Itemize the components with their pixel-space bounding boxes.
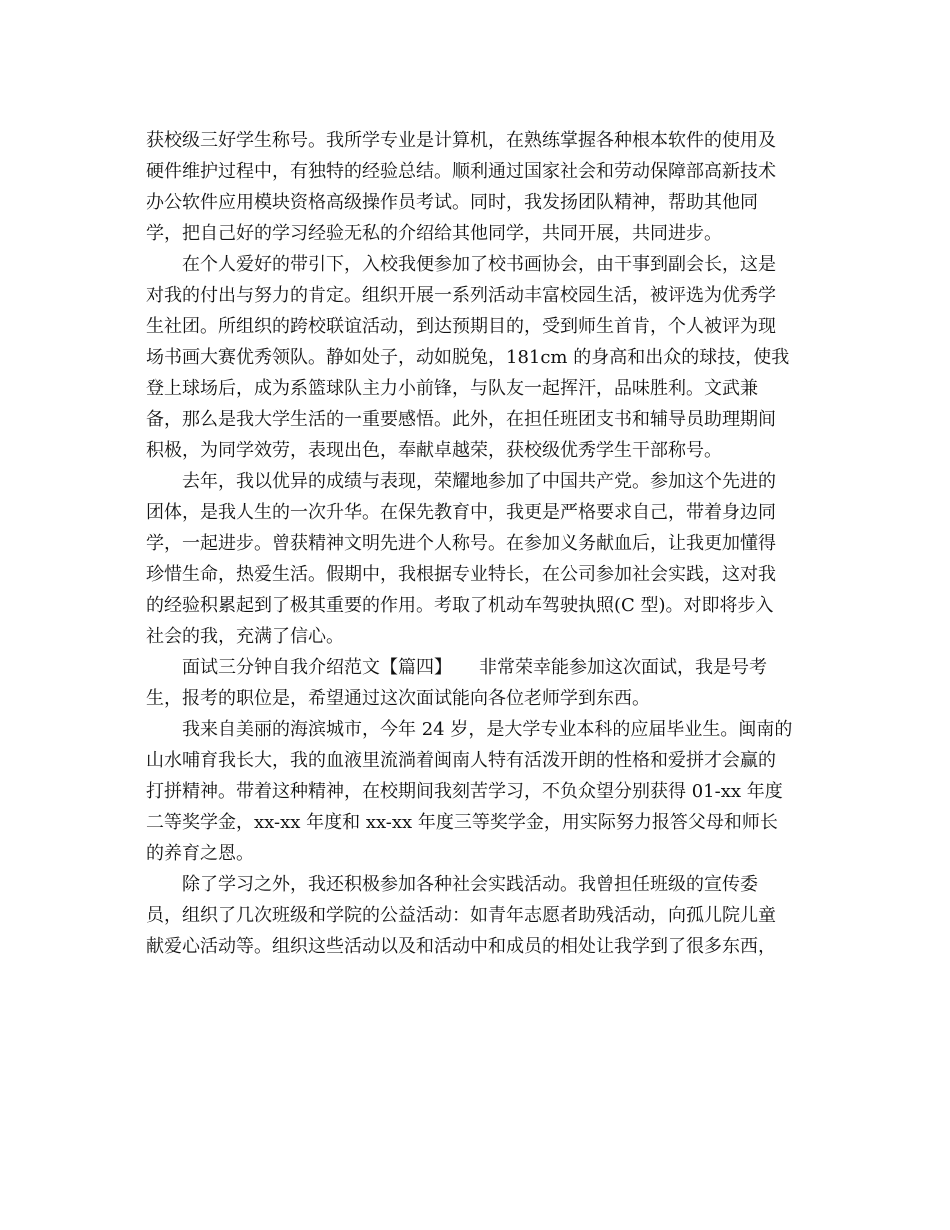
text-line: 办公软件应用模块资格高级操作员考试。同时，我发扬团队精神，帮助其他同 <box>146 192 758 213</box>
text-line: 面试三分钟自我介绍范文【篇四】 非常荣幸能参加这次面试，我是号考 <box>146 657 767 678</box>
text-line: 献爱心活动等。组织这些活动以及和活动中和成员的相处让我学到了很多东西， <box>146 936 776 957</box>
paragraph-3 <box>146 466 806 652</box>
text-line: 除了学习之外，我还积极参加各种社会实践活动。我曾担任班级的宣传委 <box>146 874 758 895</box>
paragraph-6 <box>146 869 806 962</box>
text-line: 学，把自己好的学习经验无私的介绍给其他同学，共同开展，共同进步。 <box>146 223 722 244</box>
text-line: 我来自美丽的海滨城市，今年 24 岁，是大学专业本科的应届毕业生。闽南的 <box>146 719 793 740</box>
paragraph-1 <box>146 125 806 249</box>
text-line: 员，组织了几次班级和学院的公益活动：如青年志愿者助残活动，向孤儿院儿童 <box>146 905 776 926</box>
text-line: 打拼精神。带着这种精神，在校期间我刻苦学习，不负众望分别获得 01-xx 年度 <box>146 781 783 802</box>
text-line: 场书画大赛优秀领队。静如处子，动如脱兔，181cm 的身高和出众的球技，使我 <box>146 347 790 368</box>
paragraph-5 <box>146 714 806 869</box>
text-line: 社会的我，充满了信心。 <box>146 626 344 647</box>
text-line: 获校级三好学生称号。我所学专业是计算机，在熟练掌握各种根本软件的使用及 <box>146 130 776 151</box>
text-line: 在个人爱好的带引下，入校我便参加了校书画协会，由干事到副会长，这是 <box>146 254 776 275</box>
text-line: 登上球场后，成为系篮球队主力小前锋，与队友一起挥汗，品味胜利。文武兼 <box>146 378 758 399</box>
text-line: 团体，是我人生的一次升华。在保先教育中，我更是严格要求自己，带着身边同 <box>146 502 776 523</box>
text-line: 对我的付出与努力的肯定。组织开展一系列活动丰富校园生活，被评选为优秀学 <box>146 285 776 306</box>
text-line: 学，一起进步。曾获精神文明先进个人称号。在参加义务献血后，让我更加懂得 <box>146 533 776 554</box>
text-line: 生，报考的职位是，希望通过这次面试能向各位老师学到东西。 <box>146 688 650 709</box>
text-line: 积极，为同学效劳，表现出色，奉献卓越荣，获校级优秀学生干部称号。 <box>146 440 722 461</box>
text-line: 的养育之恩。 <box>146 843 254 864</box>
document-body <box>146 125 806 962</box>
text-line: 的经验积累起到了极其重要的作用。考取了机动车驾驶执照(C 型)。对即将步入 <box>146 595 774 616</box>
text-line: 生社团。所组织的跨校联谊活动，到达预期目的，受到师生首肯，个人被评为现 <box>146 316 776 337</box>
text-line: 硬件维护过程中，有独特的经验总结。顺利通过国家社会和劳动保障部高新技术 <box>146 161 776 182</box>
text-line: 山水哺育我长大，我的血液里流淌着闽南人特有活泼开朗的性格和爱拼才会赢的 <box>146 750 776 771</box>
text-line: 去年，我以优异的成绩与表现，荣耀地参加了中国共产党。参加这个先进的 <box>146 471 776 492</box>
paragraph-4 <box>146 652 806 714</box>
text-line: 二等奖学金，xx-xx 年度和 xx-xx 年度三等奖学金，用实际努力报答父母和师长 <box>146 812 778 833</box>
paragraph-2 <box>146 249 806 466</box>
text-line: 珍惜生命，热爱生活。假期中，我根据专业特长，在公司参加社会实践，这对我 <box>146 564 776 585</box>
text-line: 备，那么是我大学生活的一重要感悟。此外，在担任班团支书和辅导员助理期间 <box>146 409 776 430</box>
